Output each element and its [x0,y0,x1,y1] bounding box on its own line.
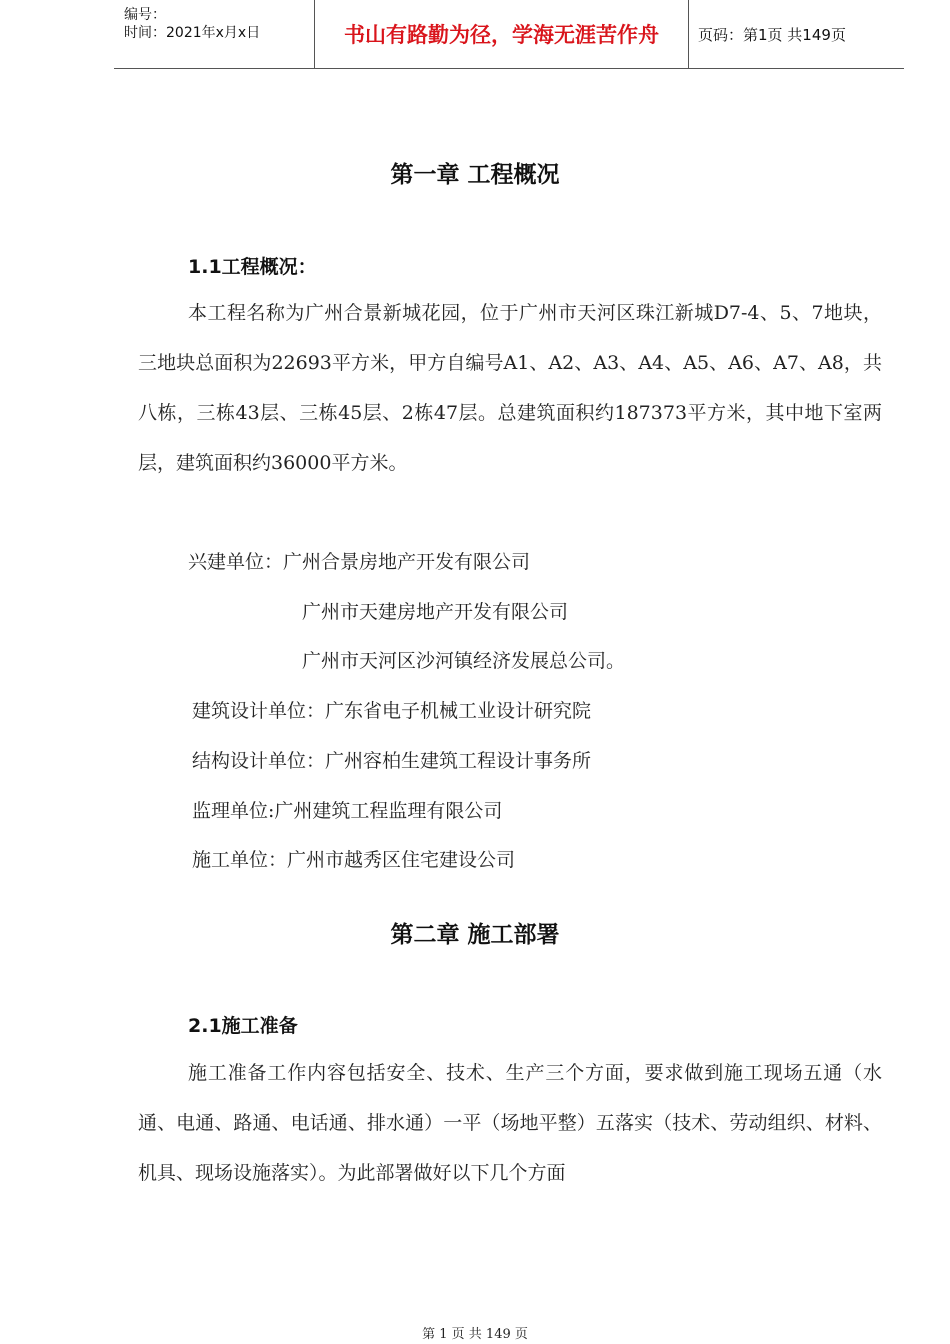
header-divider [688,0,689,68]
header-motto: 书山有路勤为径，学海无涯苦作舟 [344,23,659,47]
unit-line: 施工单位：广州市越秀区住宅建设公司 [192,849,516,871]
header-page-info: 页码：第1页 共149页 [698,25,846,44]
unit-line: 建筑设计单位：广东省电子机械工业设计研究院 [192,700,592,722]
unit-line: 兴建单位：广州合景房地产开发有限公司 [188,551,531,573]
chapter1-title: 第一章 工程概况 [390,162,560,188]
chapter1-paragraph: 本工程名称为广州合景新城花园，位于广州市天河区珠江新城D7-4、5、7地块，三地块总面积为22693平方米，甲方自编号A1、A2、A3、A4、A5、A6、A7、A8，共八栋，三栋43层、三栋45层、2栋47层。总建筑面积约187373平方米，其中地下室两层，建筑面积约36000平方米。 [138,302,882,474]
unit-line: 广州市天河区沙河镇经济发展总公司。 [302,650,626,672]
page-footer: 第 1 页 共 149 页 [422,1327,528,1342]
section-1-1-title: 1.1工程概况： [188,256,317,278]
header-time-label: 时间：2021年x月x日 [124,25,261,41]
header-code-label: 编号： [124,7,166,23]
unit-line: 监理单位:广州建筑工程监理有限公司 [192,800,503,822]
unit-line: 广州市天建房地产开发有限公司 [302,601,569,623]
header-meta [114,0,314,68]
chapter2-paragraph: 施工准备工作内容包括安全、技术、生产三个方面，要求做到施工现场五通（水通、电通、路通、电话通、排水通）一平（场地平整）五落实（技术、劳动组织、材料、机具、现场设施落实）。为此部署做好以下几个方面 [138,1062,882,1184]
document-header [114,0,904,69]
chapter2-title: 第二章 施工部署 [390,922,560,948]
unit-line: 结构设计单位：广州容柏生建筑工程设计事务所 [192,750,592,772]
section-2-1-title: 2.1施工准备 [188,1015,298,1037]
